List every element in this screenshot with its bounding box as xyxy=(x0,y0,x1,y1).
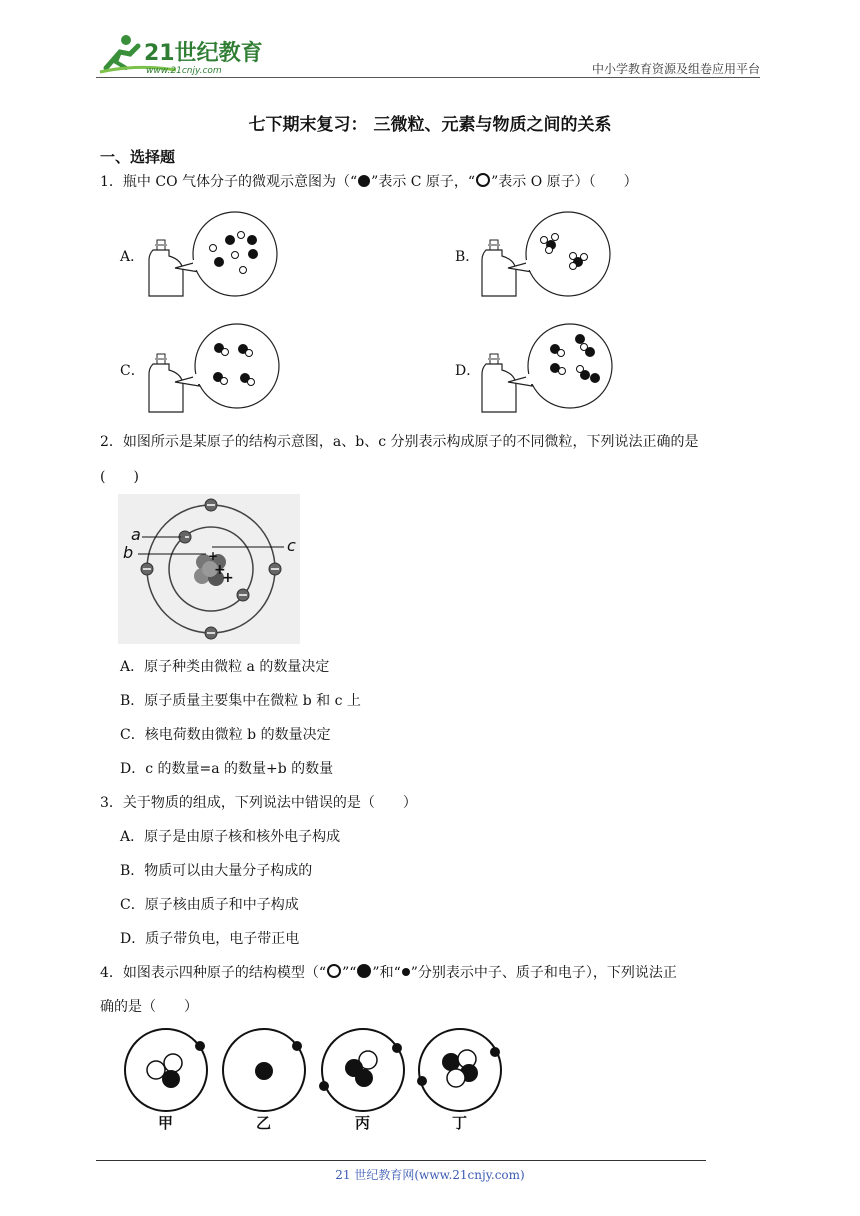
q2-option-b: B．原子质量主要集中在微粒 b 和 c 上 xyxy=(120,693,361,709)
q2-option-d: D．c 的数量=a 的数量+b 的数量 xyxy=(120,761,334,777)
svg-text:甲: 甲 xyxy=(158,1114,174,1132)
logo-text: 21世纪教育 xyxy=(144,41,263,66)
electron-icon xyxy=(402,968,410,976)
svg-text:乙: 乙 xyxy=(256,1114,272,1132)
c-atom xyxy=(214,257,224,267)
q3-option-a: A．原子是由原子核和核外电子构成 xyxy=(120,829,341,845)
c-atom xyxy=(225,235,235,245)
o-atom xyxy=(240,267,247,274)
q3-option-b: B．物质可以由大量分子构成的 xyxy=(120,863,313,879)
q2-option-c: C．核电荷数由微粒 b 的数量决定 xyxy=(120,727,331,743)
q2-stem-line2: ( ) xyxy=(100,469,139,485)
o-atom xyxy=(238,232,245,239)
c-atom xyxy=(247,235,257,245)
atom-jia xyxy=(125,1029,207,1132)
label-c: c xyxy=(287,536,296,555)
q1-option-c-label: C． xyxy=(120,363,145,379)
logo-url: www.21cnjy.com xyxy=(146,66,222,76)
q4-stem-line2: 确的是（ ） xyxy=(100,999,198,1015)
oxygen-atom-icon xyxy=(476,173,490,187)
o-atom xyxy=(232,252,239,259)
carbon-atom-icon xyxy=(358,175,370,187)
q1-option-a-diagram xyxy=(145,210,285,302)
label-a: a xyxy=(131,525,141,544)
q1-option-b-label: B． xyxy=(455,249,480,265)
label-b: b xyxy=(123,543,134,562)
header-platform-text: 中小学教育资源及组卷应用平台 xyxy=(591,62,760,76)
q1-stem: 1．瓶中 CO 气体分子的微观示意图为（“ ”表示 C 原子，“ ”表示 O 原子）（ ） xyxy=(100,174,638,190)
q4-stem-line1: 4．如图表示四种原子的结构模型（“ ”“ ”和“ ”分别表示中子、质子和电子），下列说法正 xyxy=(100,965,677,981)
svg-text:丙: 丙 xyxy=(355,1114,371,1132)
svg-text:+: + xyxy=(214,562,226,578)
q3-option-d: D．质子带负电，电子带正电 xyxy=(120,931,300,947)
q1-option-b-diagram xyxy=(478,210,618,302)
section-title: 一、选择题 xyxy=(100,148,176,166)
svg-text:+: + xyxy=(222,570,234,586)
header-divider xyxy=(96,77,760,78)
neutron-icon xyxy=(327,964,341,978)
page-title: 七下期末复习： 三微粒、元素与物质之间的关系 xyxy=(248,115,612,135)
svg-text:+: + xyxy=(208,549,219,563)
q1-option-a-label: A． xyxy=(120,249,145,265)
q2-option-a: A．原子种类由微粒 a 的数量决定 xyxy=(120,659,330,675)
q3-option-c: C．原子核由质子和中子构成 xyxy=(120,897,299,913)
footer-text: 21 世纪教育网(www.21cnjy.com) xyxy=(335,1168,525,1182)
atom-yi xyxy=(223,1029,305,1132)
q3-stem: 3．关于物质的组成，下列说法中错误的是（ ） xyxy=(100,795,417,811)
o-atom xyxy=(210,245,217,252)
c-atom xyxy=(248,249,258,259)
q4-atom-models xyxy=(118,1024,518,1136)
q2-atom-diagram xyxy=(118,494,300,644)
atom-ding xyxy=(417,1029,501,1132)
q1-option-d-label: D． xyxy=(455,363,481,379)
svg-text:丁: 丁 xyxy=(452,1114,468,1132)
q1-option-c-diagram xyxy=(145,322,285,414)
logo xyxy=(96,28,266,78)
q1-option-d-diagram xyxy=(478,322,618,414)
proton-icon xyxy=(357,964,371,978)
q2-stem-line1: 2．如图所示是某原子的结构示意图，a、b、c 分别表示构成原子的不同微粒，下列说法正确的是 xyxy=(100,434,699,450)
atom-bing xyxy=(319,1029,404,1132)
footer-divider xyxy=(96,1160,706,1161)
